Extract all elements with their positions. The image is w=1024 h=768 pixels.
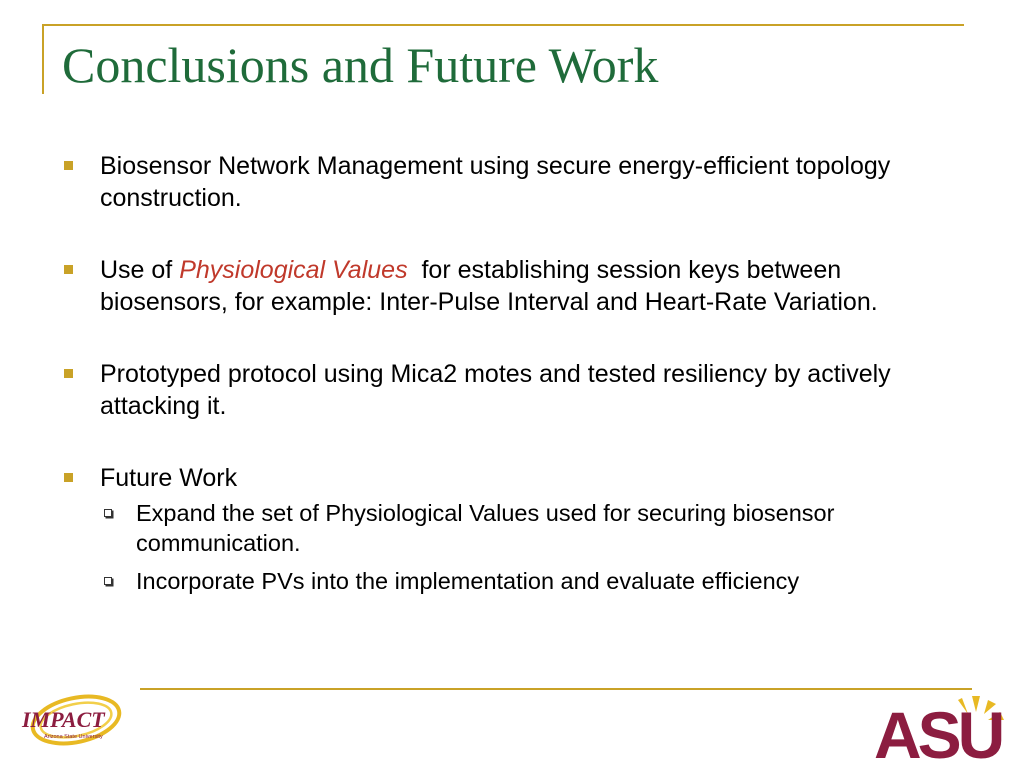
sub-bullet-text: Expand the set of Physiological Values used for securing biosensor communication. [136,500,835,556]
bullet-text: Biosensor Network Management using secure energy-efficient topology construction. [100,152,891,212]
impact-logo-subtext: Arizona State University [44,734,103,740]
footer-divider-line [140,688,972,690]
bullet-text: Prototyped protocol using Mica2 motes and tested resiliency by actively attacking it. [100,360,891,420]
sub-bullet-item [100,498,972,558]
impact-logo-text: IMPACT [22,707,105,732]
bullet-text-suffix: for establishing session keys between biosensors, for example: Inter-Pulse Interval and Heart-Rate Variation. [100,256,878,316]
bullet-item [62,254,972,318]
square-bullet-icon [64,473,73,482]
impact-logo [14,690,124,752]
asu-logo [872,690,1022,762]
slide-title: Conclusions and Future Work [62,37,659,93]
square-bullet-icon [64,265,73,274]
title-frame-left-line [42,24,44,94]
square-bullet-icon [64,161,73,170]
bullet-item [62,150,972,214]
asu-logo-text: ASU [874,698,1002,762]
square-bullet-icon [64,369,73,378]
sub-bullet-list [100,498,972,596]
bullet-text-prefix: Use of [100,256,180,284]
sub-bullet-item [100,566,972,596]
hollow-square-bullet-icon [104,577,112,585]
highlighted-term: Physiological Values [179,256,408,284]
bullet-text: Future Work [100,464,238,492]
bullet-item-future-work [62,462,972,596]
bullet-list [62,150,972,636]
bullet-item [62,358,972,422]
title-frame-top-line [43,24,964,26]
sub-bullet-text: Incorporate PVs into the implementation and evaluate efficiency [136,568,800,594]
hollow-square-bullet-icon [104,509,112,517]
